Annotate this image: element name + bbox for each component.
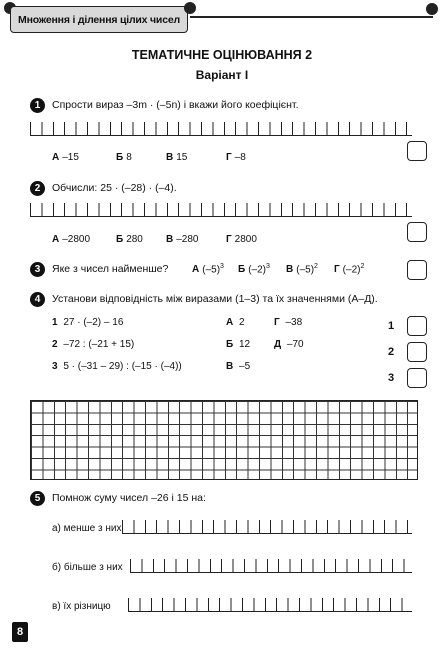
option-a: А $(-5)^3$ xyxy=(192,263,224,276)
option-d: Г –8 xyxy=(226,152,246,163)
value-a: А 2 xyxy=(226,317,245,328)
value-b: Б 12 xyxy=(226,339,251,350)
option-b: Б $(-2)^3$ xyxy=(238,263,270,276)
answer-box-2[interactable] xyxy=(407,342,427,362)
option-c: В –280 xyxy=(166,234,199,245)
part-c-line[interactable] xyxy=(128,598,412,612)
question-text: Установи відповідність між виразами (1–3) та їх значеннями (А–Д). xyxy=(52,293,378,305)
answer-line[interactable] xyxy=(30,203,412,217)
part-b-line[interactable] xyxy=(130,559,412,573)
option-b: Б 8 xyxy=(116,152,132,163)
answer-box[interactable] xyxy=(407,260,427,280)
page-number: 8 xyxy=(12,622,28,642)
option-d: Г 2800 xyxy=(226,234,257,245)
header-banner: Множення і ділення цілих чисел xyxy=(10,6,188,33)
question-text: Спрости вираз –3m · (–5n) і вкажи його коефіцієнт. xyxy=(52,99,299,111)
expression-1: 1 27 · (–2) – 16 xyxy=(52,317,124,328)
question-number: 3 xyxy=(30,262,45,277)
answer-line[interactable] xyxy=(30,122,412,136)
value-e: Д –70 xyxy=(274,339,304,350)
header-pin-far-right xyxy=(426,3,438,15)
option-c: В 15 xyxy=(166,152,188,163)
answer-box-1[interactable] xyxy=(407,316,427,336)
part-c-label: в) їх різницю xyxy=(52,601,111,612)
question-text: Обчисли: 25 · (–28) · (–4). xyxy=(52,182,177,194)
page-title: ТЕМАТИЧНЕ ОЦІНЮВАННЯ 2 xyxy=(131,48,313,62)
question-number: 2 xyxy=(30,181,45,196)
option-c: В $(-5)^2$ xyxy=(286,263,318,276)
question-text: Помнож суму чисел –26 і 15 на: xyxy=(52,492,206,504)
option-a: А –15 xyxy=(52,152,79,163)
expression-2: 2 –72 : (–21 + 15) xyxy=(52,339,135,350)
part-a-label: а) менше з них xyxy=(52,523,122,534)
answer-box[interactable] xyxy=(407,222,427,242)
question-number: 1 xyxy=(30,98,45,113)
answer-label-3: 3 xyxy=(388,372,395,384)
answer-label-1: 1 xyxy=(388,320,395,332)
question-text: Яке з чисел найменше? xyxy=(52,263,169,275)
answer-label-2: 2 xyxy=(388,346,395,358)
option-a: А –2800 xyxy=(52,234,91,245)
expression-3: 3 5 · (–31 – 29) : (–15 · (–4)) xyxy=(52,361,182,372)
part-b-label: б) більше з них xyxy=(52,562,123,573)
question-number: 5 xyxy=(30,491,45,506)
answer-box-3[interactable] xyxy=(407,368,427,388)
option-d: Г $(-2)^2$ xyxy=(334,263,365,276)
part-a-line[interactable] xyxy=(122,520,412,534)
header-rule xyxy=(190,16,433,18)
variant-title: Варіант І xyxy=(195,68,249,82)
header-pin-right xyxy=(184,2,196,14)
option-b: Б 280 xyxy=(116,234,143,245)
answer-box[interactable] xyxy=(407,141,427,161)
value-d: Г –38 xyxy=(274,317,303,328)
question-number: 4 xyxy=(30,292,45,307)
work-grid[interactable] xyxy=(30,400,418,480)
value-c: В –5 xyxy=(226,361,251,372)
